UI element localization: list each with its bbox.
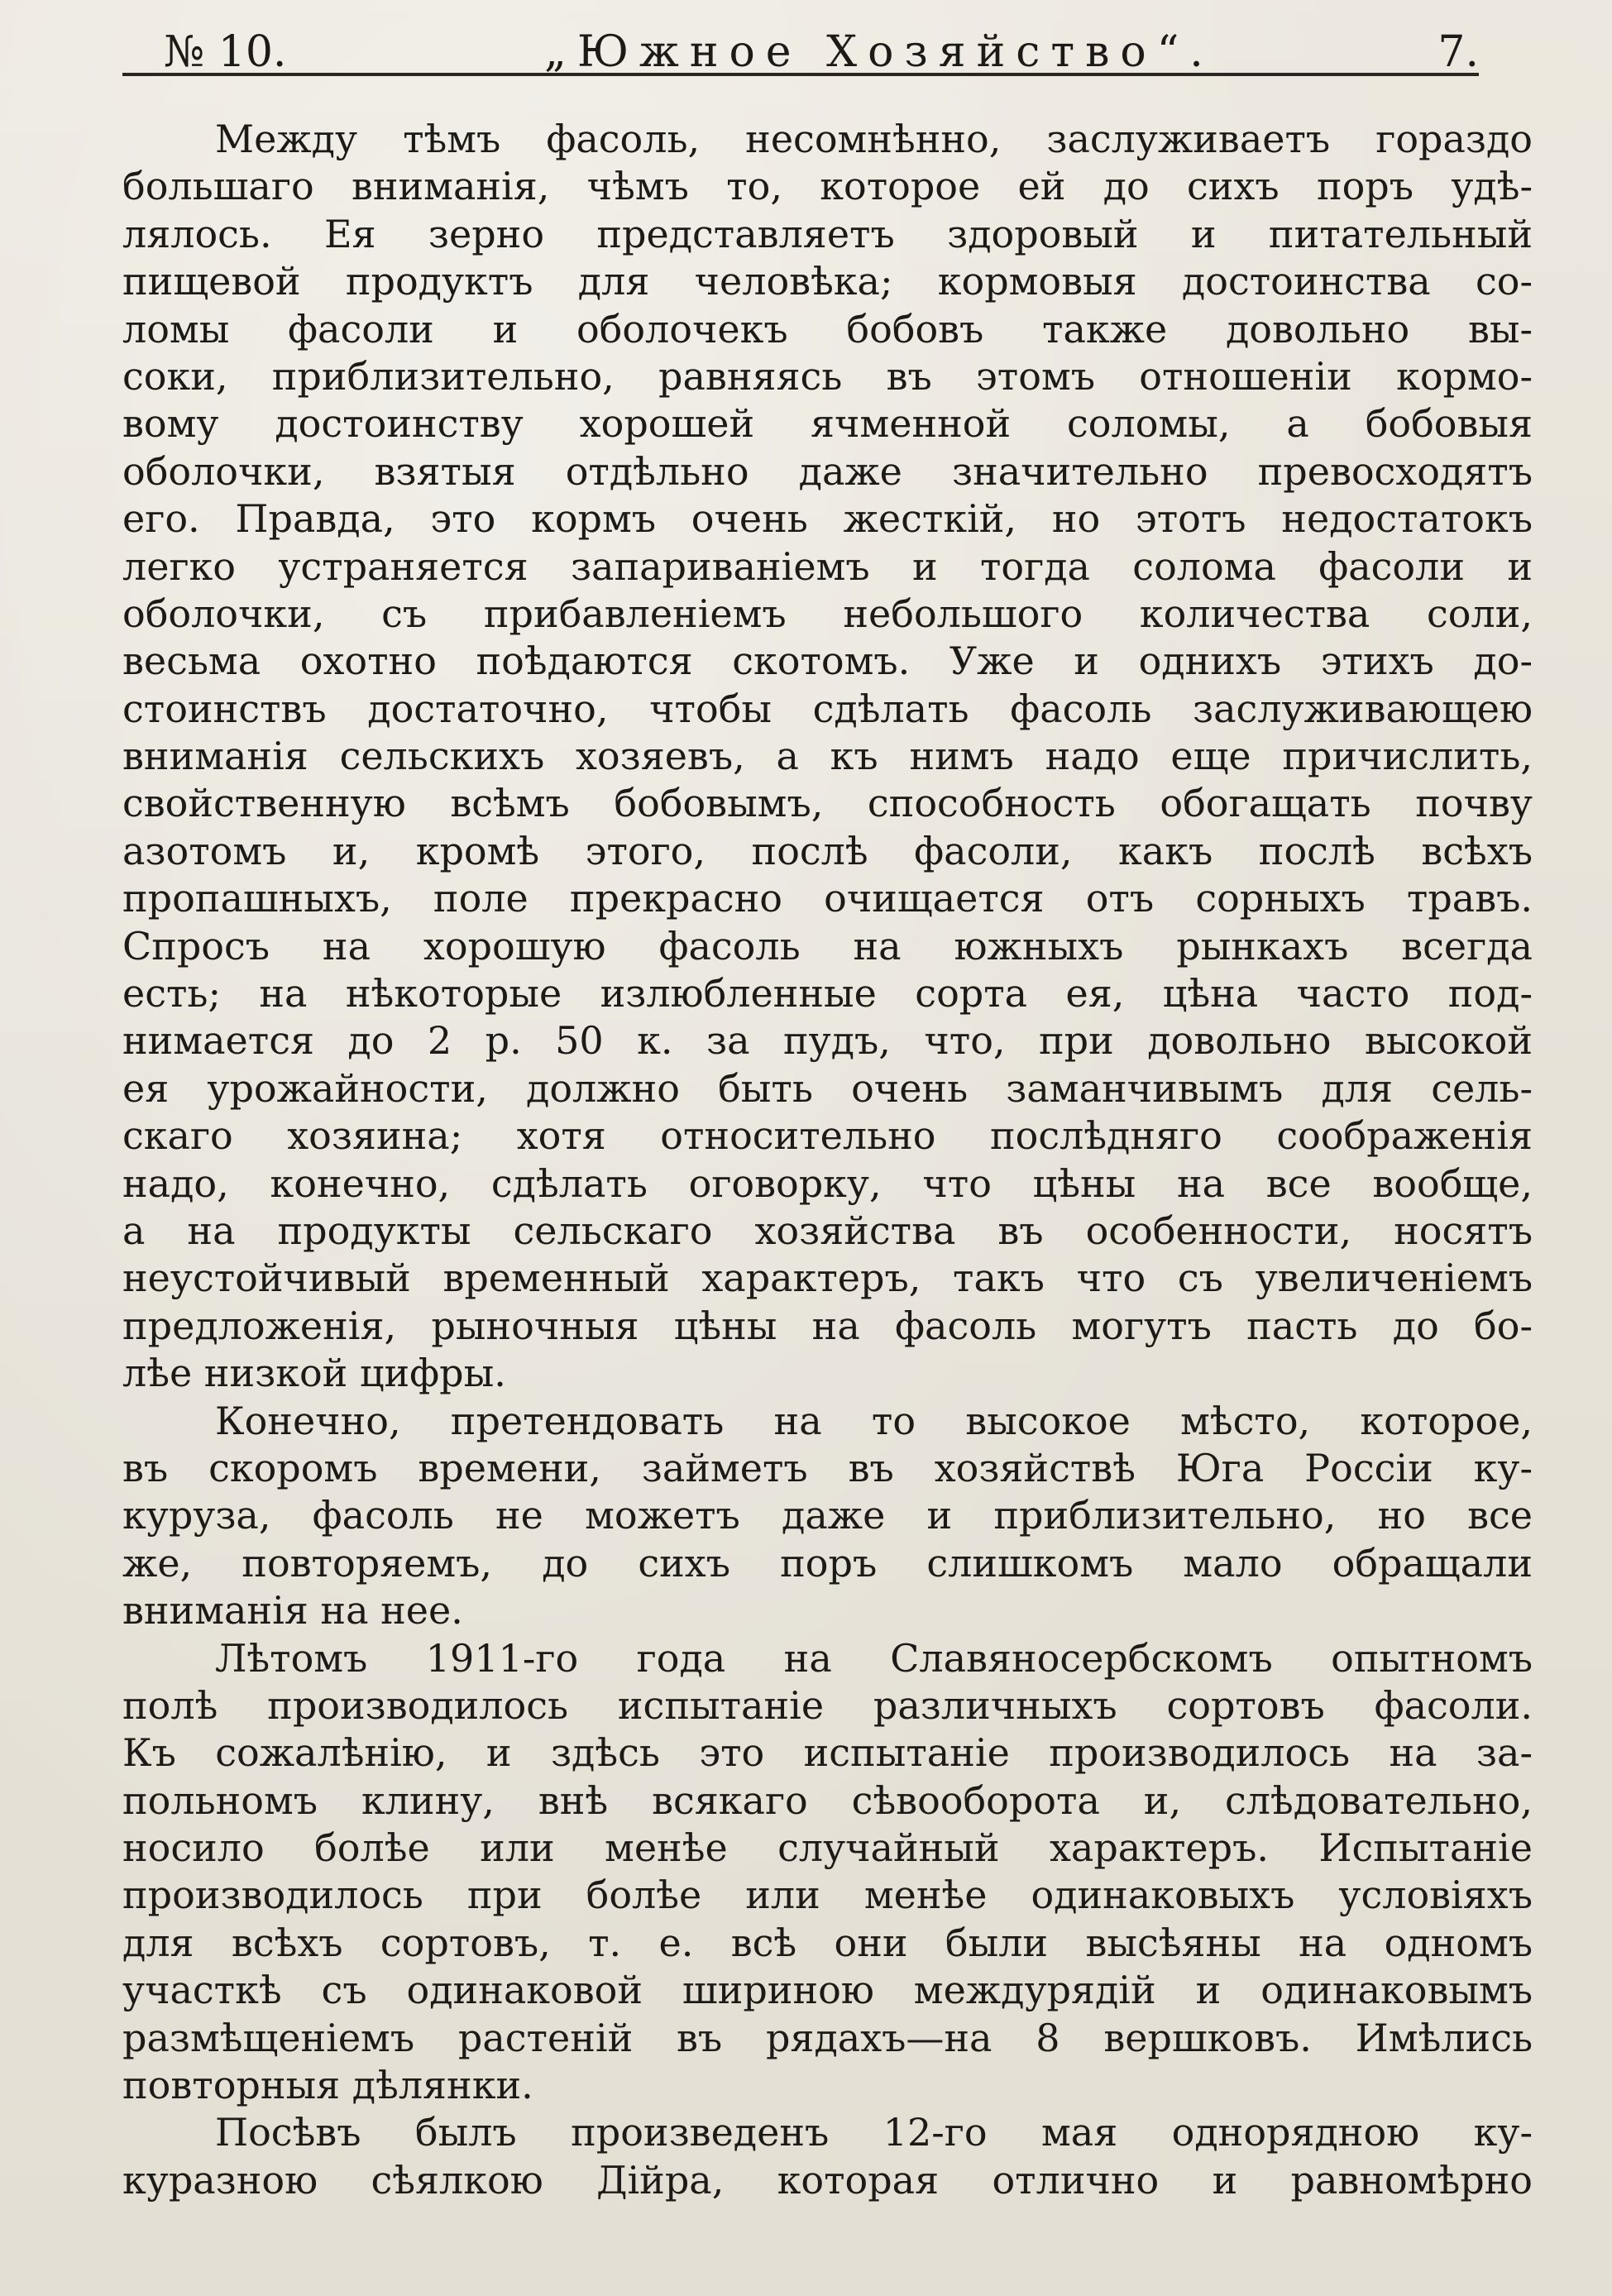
text-line: польномъ клину, внѣ всякаго сѣвооборота и, слѣдовательно,: [122, 1777, 1533, 1823]
text-line: нимается до 2 р. 50 к. за пудъ, что, при довольно высокой: [122, 1018, 1533, 1064]
text-line: оболочки, взятыя отдѣльно даже значительно превосходятъ: [122, 448, 1533, 494]
text-line: куруза, фасоль не можетъ даже и приблизительно, но все: [122, 1493, 1533, 1538]
text-line: лялось. Ея зерно представляетъ здоровый и питательный: [122, 211, 1533, 256]
text-line: большаго вниманія, чѣмъ то, которое ей до сихъ поръ удѣ-: [122, 164, 1533, 209]
text-line: размѣщеніемъ растеній въ рядахъ—на 8 вершковъ. Имѣлись: [122, 2015, 1533, 2060]
text-line: Между тѣмъ фасоль, несомнѣнно, заслуживаетъ гораздо: [215, 117, 1533, 161]
text-line: вниманія сельскихъ хозяевъ, а къ нимъ надо еще причислить,: [122, 734, 1533, 779]
text-line: вниманія на нее.: [122, 1588, 463, 1634]
text-line: есть; на нѣкоторые излюбленные сорта ея, цѣна часто под-: [122, 971, 1533, 1016]
article-body: [122, 116, 1533, 2204]
text-line: Конечно, претендовать на то высокое мѣсто, которое,: [215, 1398, 1533, 1443]
issue-number: № 10.: [164, 27, 287, 77]
text-line: лѣе низкой цифры.: [122, 1351, 506, 1396]
text-line: носило болѣе или менѣе случайный характеръ. Испытаніе: [122, 1825, 1533, 1871]
text-line: свойственную всѣмъ бобовымъ, способность обогащать почву: [122, 781, 1533, 826]
text-line: надо, конечно, сдѣлать оговорку, что цѣны на все вообще,: [122, 1160, 1533, 1206]
text-line: легко устраняется запариваніемъ и тогда солома фасоли и: [122, 543, 1533, 589]
journal-title: „Южное Хозяйство“.: [544, 27, 1214, 77]
text-line: а на продукты сельскаго хозяйства въ особенности, носятъ: [122, 1208, 1533, 1253]
page-number: 7.: [1437, 27, 1479, 77]
text-line: вому достоинству хорошей ячменной соломы, а бобовыя: [122, 401, 1533, 447]
text-line: же, повторяемъ, до сихъ поръ слишкомъ мало обращали: [122, 1540, 1533, 1586]
text-line: Спросъ на хорошую фасоль на южныхъ рынкахъ всегда: [122, 923, 1533, 969]
text-line: неустойчивый временный характеръ, такъ что съ увеличеніемъ: [122, 1256, 1533, 1301]
text-line: соки, приблизительно, равняясь въ этомъ отношеніи кормо-: [122, 353, 1533, 399]
text-line: повторныя дѣлянки.: [122, 2063, 533, 2108]
text-line: участкѣ съ одинаковой шириною междурядій и одинаковымъ: [122, 1968, 1533, 2013]
text-line: предложенія, рыночныя цѣны на фасоль могутъ пасть до бо-: [122, 1303, 1533, 1348]
text-line: полѣ производилось испытаніе различныхъ сортовъ фасоли.: [122, 1682, 1533, 1728]
text-line: Лѣтомъ 1911-го года на Славяносербскомъ опытномъ: [215, 1635, 1533, 1681]
text-line: оболочки, съ прибавленіемъ небольшого количества соли,: [122, 591, 1533, 636]
text-line: въ скоромъ времени, займетъ въ хозяйствѣ Юга Россіи ку-: [122, 1445, 1533, 1490]
text-line: весьма охотно поѣдаются скотомъ. Уже и однихъ этихъ до-: [122, 639, 1533, 684]
text-line: ломы фасоли и оболочекъ бобовъ также довольно вы-: [122, 306, 1533, 352]
text-line: пропашныхъ, поле прекрасно очищается отъ сорныхъ травъ.: [122, 876, 1533, 921]
text-line: производилось при болѣе или менѣе одинаковыхъ условіяхъ: [122, 1873, 1533, 1918]
text-line: для всѣхъ сортовъ, т. е. всѣ они были высѣяны на одномъ: [122, 1920, 1533, 1965]
text-line: азотомъ и, кромѣ этого, послѣ фасоли, какъ послѣ всѣхъ: [122, 828, 1533, 873]
text-line: Посѣвъ былъ произведенъ 12-го мая однорядною ку-: [215, 2110, 1533, 2155]
text-line: куразною сѣялкою Дійра, которая отлично и равномѣрно: [122, 2157, 1533, 2203]
text-line: скаго хозяина; хотя относительно послѣдняго соображенія: [122, 1113, 1533, 1159]
text-line: стоинствъ достаточно, чтобы сдѣлать фасоль заслуживающею: [122, 686, 1533, 731]
text-line: пищевой продуктъ для человѣка; кормовыя достоинства со-: [122, 259, 1533, 304]
header-rule: [122, 73, 1479, 76]
text-line: его. Правда, это кормъ очень жесткій, но этотъ недостатокъ: [122, 496, 1533, 542]
text-line: Къ сожалѣнію, и здѣсь это испытаніе производилось на за-: [122, 1730, 1533, 1776]
text-line: ея урожайности, должно быть очень заманчивымъ для сель-: [122, 1065, 1533, 1111]
